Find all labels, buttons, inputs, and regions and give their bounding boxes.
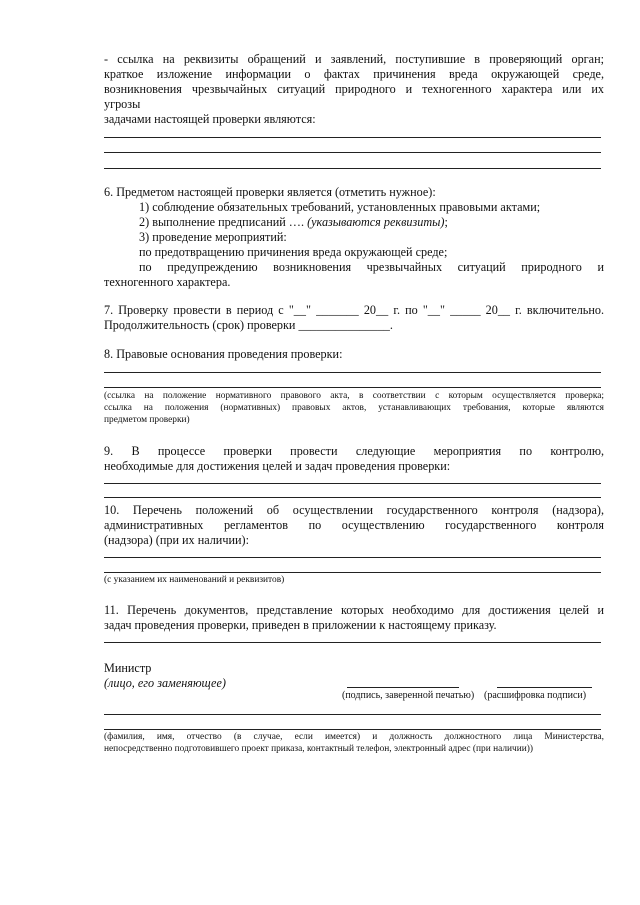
section-10-line: административных регламентов по осуществлению государственного контроля bbox=[104, 518, 604, 532]
preparer-note: непосредственно подготовившего проект приказа, контактный телефон, электронный адрес (при наличии)) bbox=[104, 744, 534, 754]
tasks-label: задачами настоящей проверки являются: bbox=[104, 112, 316, 126]
reference-line: - ссылка на реквизиты обращений и заявлений, поступившие в проверяющий орган; bbox=[104, 52, 604, 66]
section-7-duration: Продолжительность (срок) проверки _______________. bbox=[104, 318, 393, 332]
summary-line: краткое изложение информации о фактах причинения вреда окружающей среде, bbox=[104, 67, 604, 81]
fill-line bbox=[104, 152, 601, 153]
section-10-line: (надзора) (при их наличии): bbox=[104, 533, 249, 547]
section-6-item-1: 1) соблюдение обязательных требований, установленных правовыми актами; bbox=[139, 200, 541, 214]
section-10-line: 10. Перечень положений об осуществлении государственного контроля (надзора), bbox=[104, 503, 604, 517]
section-6-heading: 6. Предметом настоящей проверки является (отметить нужное): bbox=[104, 185, 436, 199]
section-11-line: 11. Перечень документов, представление которых необходимо для достижения целей и bbox=[104, 603, 604, 617]
section-6-sub-2: по предупреждению возникновения чрезвычайных ситуаций природного и bbox=[139, 260, 604, 274]
fill-line bbox=[104, 372, 601, 373]
decode-note: (расшифровка подписи) bbox=[484, 690, 587, 701]
fill-line bbox=[104, 168, 601, 169]
section-6-item-2: 2) выполнение предписаний …. (указываются реквизиты); bbox=[139, 215, 448, 229]
section-8-note: (ссылка на положение нормативного правового акта, в соответствии с которым осуществляется проверка; bbox=[104, 391, 604, 401]
signature-note: (подпись, заверенной печатью) bbox=[342, 690, 475, 701]
section-8-note: предметом проверки) bbox=[104, 415, 190, 425]
fill-line bbox=[104, 387, 601, 388]
section-6-sub-2-cont: техногенного характера. bbox=[104, 275, 231, 289]
summary-line: угрозы bbox=[104, 97, 141, 111]
fill-line bbox=[104, 729, 601, 730]
section-10-note: (с указанием их наименований и реквизитов) bbox=[104, 575, 285, 585]
section-7-period: 7. Проверку провести в период с "__" _______ 20__ г. по "__" _____ 20__ г. включительно. bbox=[104, 303, 604, 317]
fill-line bbox=[104, 483, 601, 484]
fill-line bbox=[104, 714, 601, 715]
fill-line bbox=[104, 137, 601, 138]
decode-line bbox=[497, 687, 592, 688]
section-9-line: 9. В процессе проверки провести следующие мероприятия по контролю, bbox=[104, 444, 604, 458]
fill-line bbox=[104, 642, 601, 643]
fill-line bbox=[104, 497, 601, 498]
section-9-line: необходимые для достижения целей и задач проведения проверки: bbox=[104, 459, 451, 473]
preparer-note: (фамилия, имя, отчество (в случае, если имеется) и должность должностного лица Министерства, bbox=[104, 732, 604, 742]
section-11-line: задач проведения проверки, приведен в приложении к настоящему приказу. bbox=[104, 618, 497, 632]
signature-line bbox=[347, 687, 459, 688]
minister-substitute: (лицо, его заменяющее) bbox=[104, 676, 226, 690]
section-6-item-3: 3) проведение мероприятий: bbox=[139, 230, 287, 244]
section-6-sub-1: по предотвращению причинения вреда окружающей среде; bbox=[139, 245, 448, 259]
minister-title: Министр bbox=[104, 661, 152, 675]
section-8-heading: 8. Правовые основания проведения проверки: bbox=[104, 347, 343, 361]
summary-line: возникновения чрезвычайных ситуаций природного и техногенного характера или их bbox=[104, 82, 604, 96]
fill-line bbox=[104, 557, 601, 558]
fill-line bbox=[104, 572, 601, 573]
section-8-note: ссылка на положения (нормативных) правовых актов, устанавливающих требования, которые являются bbox=[104, 403, 604, 413]
